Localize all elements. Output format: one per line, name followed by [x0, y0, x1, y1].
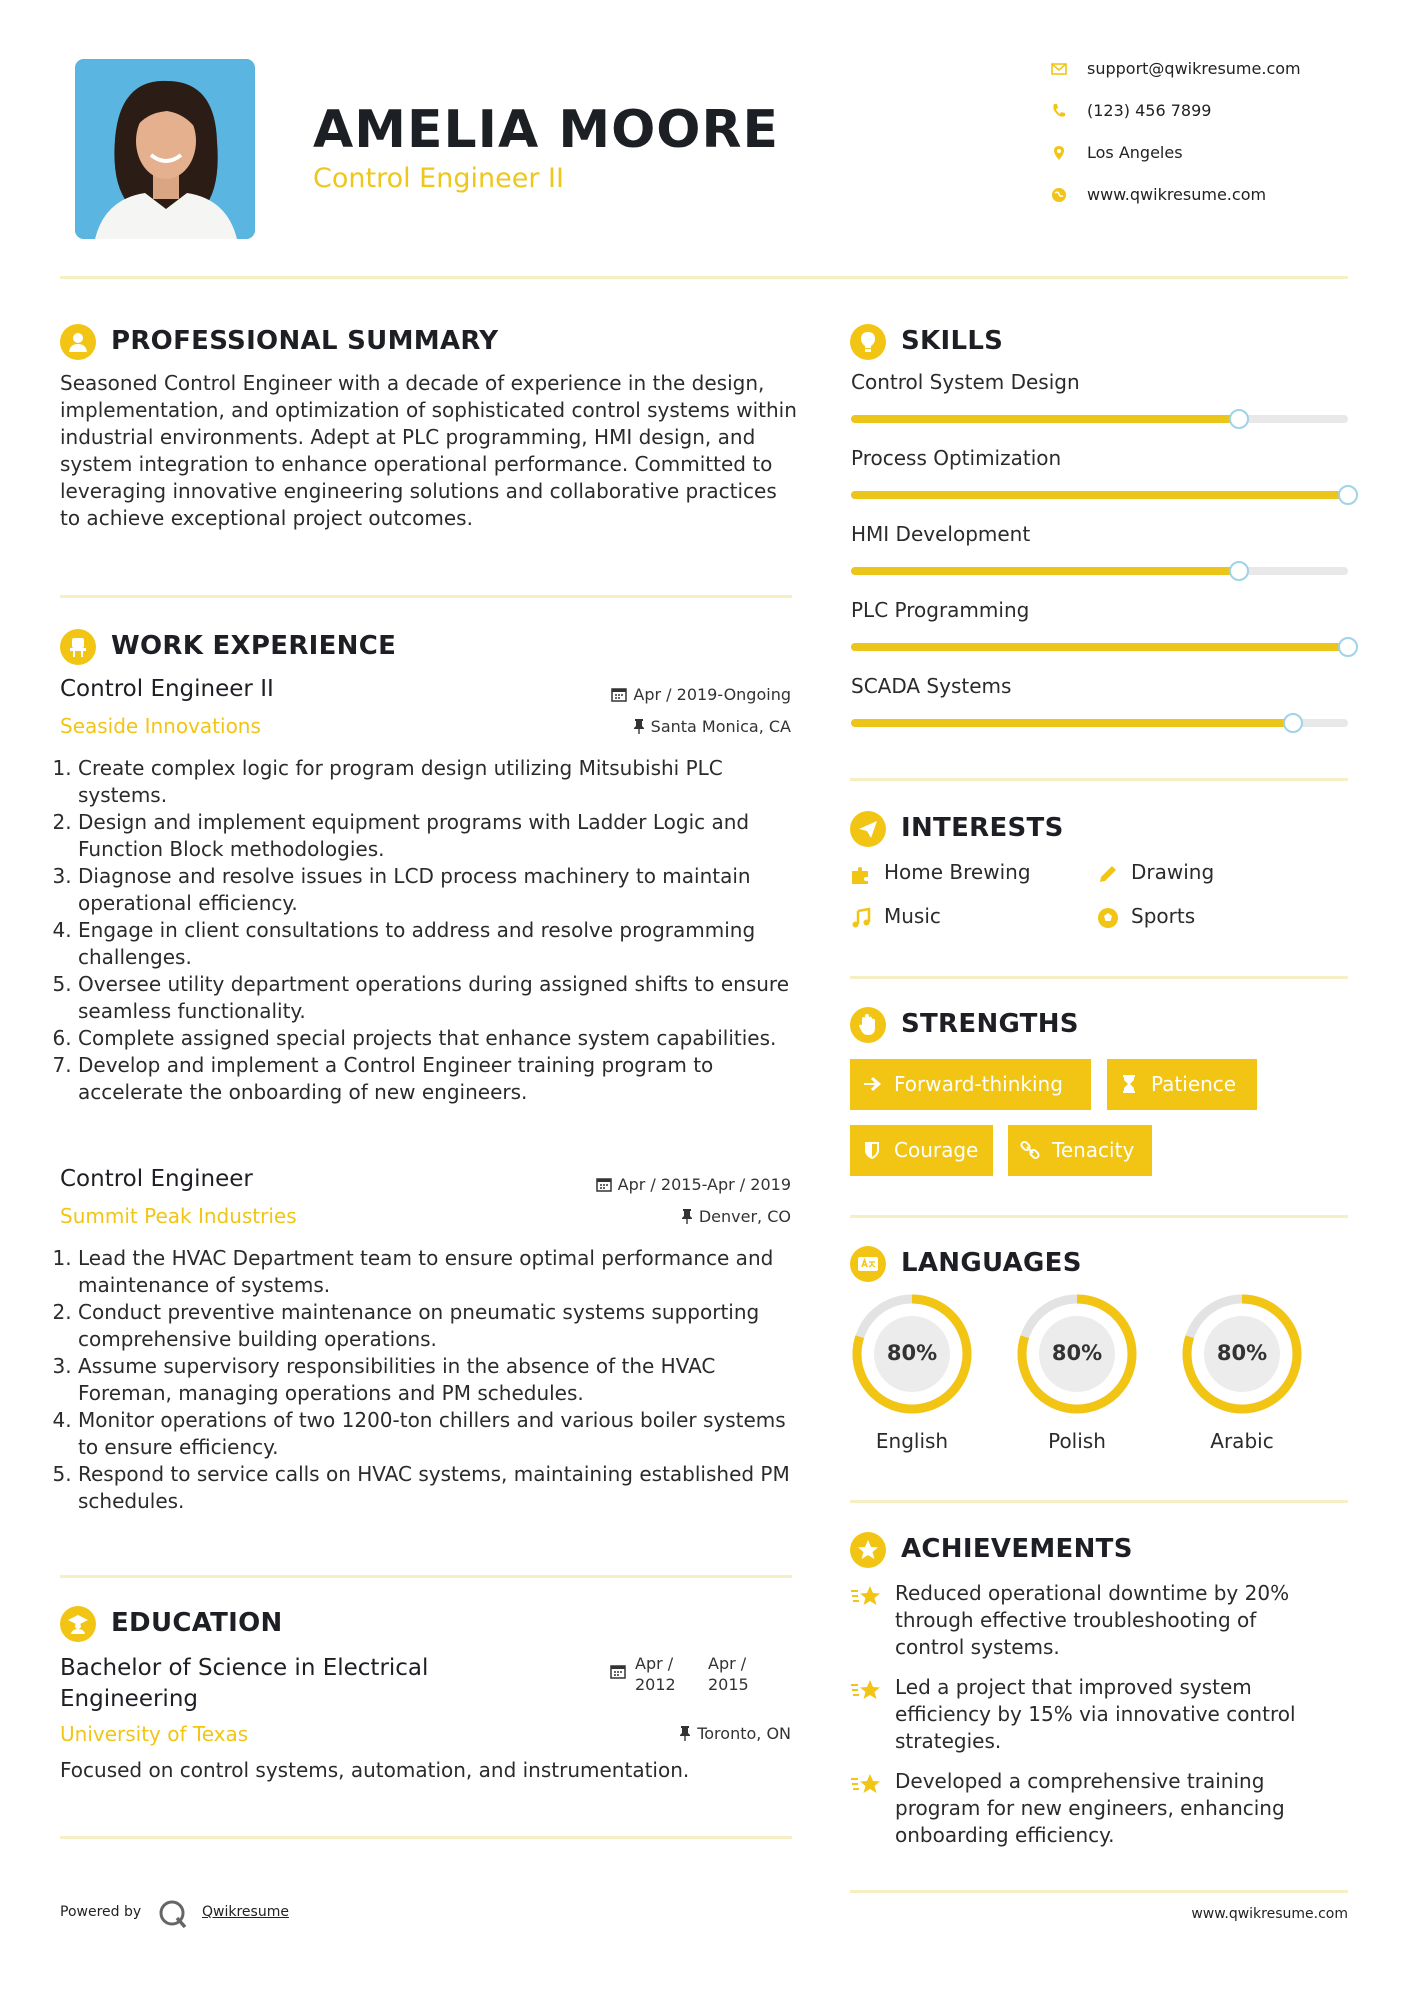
experience-title: WORK EXPERIENCE — [111, 631, 397, 661]
education-location-text: Toronto, ON — [697, 1724, 791, 1743]
strength-badge-tenacity — [1008, 1125, 1152, 1176]
language-name: Arabic — [1210, 1429, 1274, 1453]
job-location — [500, 1207, 791, 1226]
calendar-icon — [611, 686, 627, 702]
pushpin-icon — [681, 1208, 693, 1224]
job-title: Control Engineer II — [60, 676, 274, 702]
interest-label: Sports — [1131, 904, 1196, 928]
strengths-heading — [850, 1007, 1250, 1047]
summary-title: PROFESSIONAL SUMMARY — [111, 326, 499, 356]
contact-location-text: Los Angeles — [1087, 143, 1183, 162]
list-item: 5. Respond to service calls on HVAC systems, maintaining established PM schedules. — [78, 1461, 800, 1515]
achievements-heading — [850, 1532, 1250, 1572]
star-icon — [856, 1538, 880, 1562]
star-icon — [850, 1772, 884, 1798]
list-item: 6. Complete assigned special projects that enhance system capabilities. — [78, 1025, 800, 1052]
phone-icon — [1050, 102, 1068, 120]
candidate-role: Control Engineer II — [313, 163, 564, 194]
strengths-badge — [850, 1007, 886, 1043]
strength-badge-forward-thinking — [850, 1059, 1091, 1110]
summary-divider — [60, 595, 792, 598]
degree-title: Bachelor of Science in Electrical Engineering — [60, 1655, 429, 1712]
profile-photo — [75, 59, 255, 239]
strength-badge-courage — [850, 1125, 993, 1176]
skills-heading — [850, 324, 1250, 364]
skill-name: HMI Development — [851, 522, 1031, 546]
lightbulb-icon — [856, 330, 880, 354]
interest-item-sports — [1097, 904, 1317, 932]
graduate-icon — [66, 1612, 90, 1636]
education-end-date: Apr / 2015 — [708, 1654, 749, 1694]
strength-badge-patience — [1107, 1059, 1257, 1110]
job-location-text: Denver, CO — [698, 1207, 791, 1226]
shield-icon — [862, 1140, 882, 1160]
job-duties — [60, 1245, 800, 1515]
hand-icon — [856, 1013, 880, 1037]
job-location-text: Santa Monica, CA — [650, 717, 791, 736]
contact-location — [1050, 142, 1370, 166]
music-note-icon — [850, 907, 872, 929]
education-calendar — [610, 1663, 630, 1683]
skill-bar-knob — [1338, 637, 1358, 657]
achievement-item — [850, 1768, 1320, 1850]
job-duties — [60, 755, 800, 1106]
languages-divider — [850, 1500, 1348, 1503]
list-item: 3. Diagnose and resolve issues in LCD process machinery to maintain operational efficiency. — [78, 863, 800, 917]
pencil-icon — [1097, 863, 1119, 885]
achievement-item — [850, 1580, 1320, 1662]
achievement-text: Led a project that improved system efficiency by 15% via innovative control strategies. — [895, 1675, 1296, 1753]
summary-text: Seasoned Control Engineer with a decade of experience in the design, implementation, and optimization of sophisticated control systems within industrial environments. Adept at PLC programming, HMI design, and system integration to enhance operational performance. Committed to leveraging innovative engineering solutions and collaborative practices to achieve exceptional project outcomes. — [60, 371, 797, 530]
interest-label: Home Brewing — [884, 860, 1031, 884]
skill-name: SCADA Systems — [851, 674, 1012, 698]
job-dates — [500, 1175, 791, 1194]
list-item: 2. Conduct preventive maintenance on pneumatic systems supporting comprehensive building operations. — [78, 1299, 800, 1353]
list-item: 4. Engage in client consultations to address and resolve programming challenges. — [78, 917, 800, 971]
interests-badge — [850, 811, 886, 847]
education-location — [500, 1724, 791, 1743]
language-ring — [850, 1292, 974, 1416]
skills-badge — [850, 324, 886, 360]
summary-heading — [60, 324, 660, 364]
achievements-title: ACHIEVEMENTS — [901, 1534, 1133, 1564]
strength-label: Tenacity — [1052, 1138, 1135, 1162]
education-note: Focused on control systems, automation, and instrumentation. — [60, 1758, 690, 1782]
experience-divider — [60, 1575, 792, 1578]
job-dates-text: Apr / 2015-Apr / 2019 — [617, 1175, 791, 1194]
list-item: 3. Assume supervisory responsibilities in the absence of the HVAC Foreman, managing operations and PM schedules. — [78, 1353, 800, 1407]
contact-email-text: support@qwikresume.com — [1087, 59, 1301, 78]
skill-bar — [851, 415, 1348, 423]
job-dates — [500, 685, 791, 704]
list-item: 5. Oversee utility department operations during assigned shifts to ensure seamless functionality. — [78, 971, 800, 1025]
paper-plane-icon — [856, 817, 880, 841]
education-divider — [60, 1836, 792, 1839]
interests-divider — [850, 976, 1348, 979]
language-ring — [1015, 1292, 1139, 1416]
star-icon — [850, 1584, 884, 1610]
skill-bar — [851, 567, 1348, 575]
skill-bar-fill — [851, 491, 1348, 499]
skill-bar-knob — [1229, 409, 1249, 429]
skills-divider — [850, 778, 1348, 781]
arrow-right-icon — [862, 1074, 882, 1094]
globe-icon — [1050, 186, 1068, 204]
skill-bar-fill — [851, 643, 1348, 651]
skill-bar — [851, 719, 1348, 727]
job-location — [500, 717, 791, 736]
envelope-icon — [1050, 60, 1068, 78]
achievements-divider — [850, 1890, 1348, 1893]
list-item: 7. Develop and implement a Control Engineer training program to accelerate the onboarding of new engineers. — [78, 1052, 800, 1106]
skill-bar-knob — [1229, 561, 1249, 581]
strengths-divider — [850, 1215, 1348, 1218]
contact-phone-text: (123) 456 7899 — [1087, 101, 1212, 120]
language-level: 80% — [1051, 1341, 1103, 1365]
puzzle-icon — [850, 863, 872, 885]
education-badge — [60, 1606, 96, 1642]
language-ring — [1180, 1292, 1304, 1416]
map-pin-icon — [1050, 144, 1068, 162]
contact-website-text: www.qwikresume.com — [1087, 185, 1267, 204]
skill-bar-knob — [1283, 713, 1303, 733]
list-item: 4. Monitor operations of two 1200-ton chillers and various boiler systems to ensure efficiency. — [78, 1407, 800, 1461]
skill-name: Control System Design — [851, 370, 1080, 394]
powered-by-text: Powered by — [60, 1904, 142, 1920]
experience-heading — [60, 629, 660, 669]
languages-title: LANGUAGES — [901, 1248, 1082, 1278]
skill-bar-fill — [851, 415, 1239, 423]
interests-title: INTERESTS — [901, 813, 1064, 843]
interests-heading — [850, 811, 1250, 851]
chair-icon — [66, 635, 90, 659]
soccer-ball-icon — [1097, 907, 1119, 929]
skills-title: SKILLS — [901, 326, 1004, 356]
interest-label: Drawing — [1131, 860, 1215, 884]
language-name: English — [875, 1429, 949, 1453]
languages-heading — [850, 1246, 1250, 1286]
calendar-icon — [610, 1663, 626, 1679]
calendar-icon — [596, 1176, 612, 1192]
achievement-item — [850, 1674, 1320, 1756]
skill-bar — [851, 491, 1348, 499]
skill-name: Process Optimization — [851, 446, 1062, 470]
hourglass-icon — [1119, 1074, 1139, 1094]
language-name: Polish — [1048, 1429, 1106, 1453]
pushpin-icon — [679, 1725, 691, 1741]
header-divider — [60, 276, 1348, 279]
education-heading — [60, 1606, 660, 1646]
footer-website-link[interactable]: www.qwikresume.com — [1191, 1906, 1348, 1922]
skill-bar-knob — [1338, 485, 1358, 505]
education-title: EDUCATION — [111, 1608, 283, 1638]
translate-icon — [856, 1252, 880, 1276]
languages-badge — [850, 1246, 886, 1282]
contact-website[interactable] — [1050, 184, 1370, 208]
skill-name: PLC Programming — [851, 598, 1030, 622]
school-name: University of Texas — [60, 1722, 249, 1746]
skill-bar-fill — [851, 567, 1239, 575]
qwikresume-logo-icon — [157, 1898, 189, 1930]
education-start-date: Apr / 2012 — [635, 1654, 676, 1694]
job-dates-text: Apr / 2019-Ongoing — [633, 685, 791, 704]
interest-item-home-brewing — [850, 860, 1070, 888]
achievement-text: Reduced operational downtime by 20% through effective troubleshooting of control systems. — [895, 1581, 1290, 1659]
language-level: 80% — [886, 1341, 938, 1365]
job-company: Seaside Innovations — [60, 714, 261, 738]
contact-phone[interactable] — [1050, 100, 1370, 124]
experience-badge — [60, 629, 96, 665]
link-icon — [1020, 1140, 1040, 1160]
language-level: 80% — [1216, 1341, 1268, 1365]
star-icon — [850, 1678, 884, 1704]
strengths-title: STRENGTHS — [901, 1009, 1079, 1039]
achievements-badge — [850, 1532, 886, 1568]
strength-label: Forward-thinking — [894, 1072, 1063, 1096]
summary-badge — [60, 324, 96, 360]
interest-label: Music — [884, 904, 941, 928]
job-title: Control Engineer — [60, 1166, 253, 1192]
strength-label: Courage — [894, 1138, 979, 1162]
list-item: 1. Create complex logic for program design utilizing Mitsubishi PLC systems. — [78, 755, 800, 809]
job-company: Summit Peak Industries — [60, 1204, 297, 1228]
list-item: 1. Lead the HVAC Department team to ensure optimal performance and maintenance of systems. — [78, 1245, 800, 1299]
skill-bar-fill — [851, 719, 1293, 727]
strength-label: Patience — [1151, 1072, 1237, 1096]
interest-item-drawing — [1097, 860, 1317, 888]
pushpin-icon — [633, 718, 645, 734]
contact-email[interactable] — [1050, 58, 1370, 82]
qwikresume-link[interactable]: Qwikresume — [202, 1904, 289, 1920]
user-icon — [66, 330, 90, 354]
achievement-text: Developed a comprehensive training program for new engineers, enhancing onboarding efficiency. — [895, 1769, 1285, 1847]
list-item: 2. Design and implement equipment programs with Ladder Logic and Function Block methodologies. — [78, 809, 800, 863]
interest-item-music — [850, 904, 1070, 932]
skill-bar — [851, 643, 1348, 651]
candidate-name: AMELIA MOORE — [313, 100, 780, 160]
